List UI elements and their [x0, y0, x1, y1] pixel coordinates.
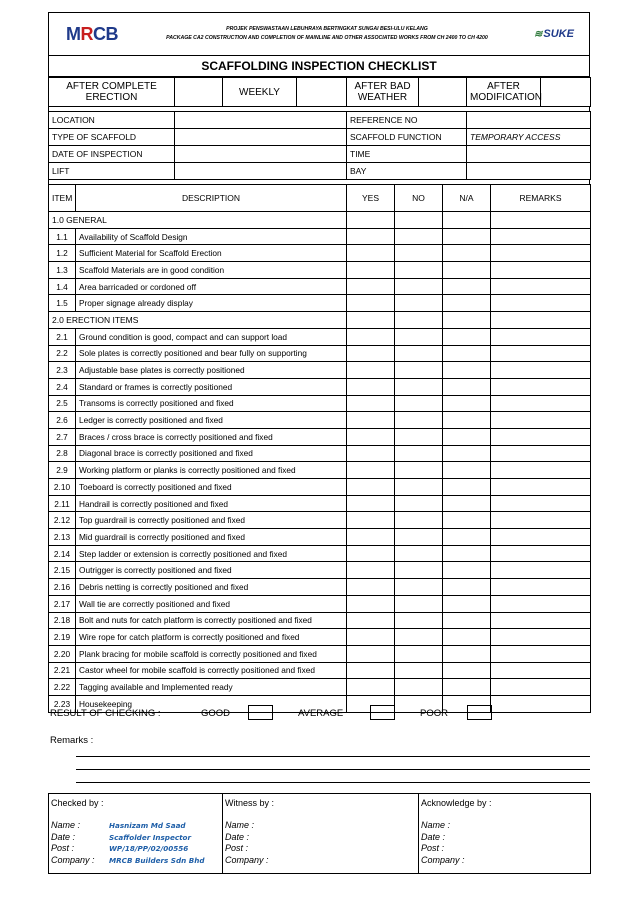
checklist-row: [49, 445, 591, 462]
na-checkbox[interactable]: [443, 295, 491, 312]
na-checkbox[interactable]: [443, 679, 491, 696]
weekly-checkbox[interactable]: [297, 78, 347, 107]
no-checkbox[interactable]: [395, 262, 443, 279]
item-number: 2.1: [49, 328, 76, 345]
type-of-scaffold-label: TYPE OF SCAFFOLD: [49, 129, 175, 146]
item-number: 2.23: [49, 695, 76, 712]
remarks-field[interactable]: [491, 512, 591, 529]
checker-company[interactable]: MRCB Builders Sdn Bhd: [109, 855, 205, 865]
after-complete-erection-label: AFTER COMPLETE ERECTION: [49, 78, 175, 107]
time-label: TIME: [347, 146, 467, 163]
checklist-row: [49, 612, 591, 629]
section-title: 1.0 GENERAL: [49, 212, 347, 229]
item-description: Area barricaded or cordoned off: [76, 278, 347, 295]
post-label: Post :: [225, 843, 249, 853]
item-number: 2.8: [49, 445, 76, 462]
item-description: Wire rope for catch platform is correctly positioned and fixed: [76, 629, 347, 646]
yes-checkbox[interactable]: [347, 262, 395, 279]
item-number: 2.15: [49, 562, 76, 579]
date-label: Date :: [421, 831, 446, 842]
na-checkbox[interactable]: [443, 462, 491, 479]
item-description: Sole plates is correctly positioned and bear fully on supporting: [76, 345, 347, 362]
checklist-row: [49, 679, 591, 696]
remarks-label: Remarks :: [50, 735, 94, 746]
checklist-row: [49, 362, 591, 379]
project-line-1: PROJEK PENSWASTAAN LEBUHRAYA BERTINGKAT SUNGAI BESI-ULU KELANG: [226, 26, 428, 32]
lift-field[interactable]: [175, 163, 347, 180]
checklist-row: [49, 579, 591, 596]
item-number: 1.2: [49, 245, 76, 262]
checklist-row: [49, 479, 591, 496]
witness-by-label: Witness by :: [225, 798, 275, 808]
item-description: Braces / cross brace is correctly positioned and fixed: [76, 428, 347, 445]
no-checkbox[interactable]: [395, 278, 443, 295]
checklist-header-row: [49, 185, 591, 212]
lift-label: LIFT: [49, 163, 175, 180]
no-checkbox[interactable]: [395, 495, 443, 512]
project-title: [135, 25, 519, 43]
remarks-field[interactable]: [491, 328, 591, 345]
yes-checkbox[interactable]: [347, 245, 395, 262]
column-header-yes: YES: [347, 185, 395, 212]
item-number: 2.3: [49, 362, 76, 379]
item-number: 2.7: [49, 428, 76, 445]
item-number: 2.20: [49, 645, 76, 662]
column-header-item: ITEM: [49, 185, 76, 212]
item-number: 2.19: [49, 629, 76, 646]
page-title: SCAFFOLDING INSPECTION CHECKLIST: [48, 56, 590, 77]
yes-checkbox[interactable]: [347, 662, 395, 679]
remarks-field[interactable]: [491, 629, 591, 646]
checked-by-label: Checked by :: [51, 798, 104, 808]
remarks-field[interactable]: [491, 562, 591, 579]
info-table: [48, 111, 591, 180]
checklist-row: [49, 529, 591, 546]
item-number: 2.18: [49, 612, 76, 629]
after-bad-weather-checkbox[interactable]: [419, 78, 467, 107]
date-of-inspection-label: DATE OF INSPECTION: [49, 146, 175, 163]
item-number: 2.11: [49, 495, 76, 512]
na-checkbox[interactable]: [443, 595, 491, 612]
company-label: Company :: [421, 854, 465, 865]
na-checkbox[interactable]: [443, 479, 491, 496]
item-number: 1.4: [49, 278, 76, 295]
column-header-no: NO: [395, 185, 443, 212]
date-of-inspection-field[interactable]: [175, 146, 347, 163]
remarks-field[interactable]: [491, 529, 591, 546]
name-label: Name :: [51, 820, 81, 830]
after-complete-checkbox[interactable]: [175, 78, 223, 107]
na-checkbox[interactable]: [443, 378, 491, 395]
suke-logo: ≋ SUKE: [534, 28, 574, 40]
checklist-row: [49, 428, 591, 445]
remarks-field[interactable]: [491, 412, 591, 429]
yes-checkbox[interactable]: [347, 595, 395, 612]
after-modification-label: AFTER MODIFICATION: [467, 78, 541, 107]
na-checkbox[interactable]: [443, 629, 491, 646]
item-number: 2.12: [49, 512, 76, 529]
post-label: Post :: [421, 843, 445, 853]
result-of-checking: [50, 703, 590, 723]
signoff-table: [48, 793, 591, 874]
item-description: Diagonal brace is correctly positioned and fixed: [76, 445, 347, 462]
no-checkbox[interactable]: [395, 479, 443, 496]
na-checkbox[interactable]: [443, 662, 491, 679]
swoosh-icon: ≋: [534, 28, 543, 40]
checker-name[interactable]: Hasnizam Md Saad: [109, 821, 186, 830]
na-checkbox[interactable]: [443, 228, 491, 245]
item-number: 2.22: [49, 679, 76, 696]
company-label: Company :: [51, 854, 95, 865]
na-checkbox[interactable]: [443, 645, 491, 662]
checklist-row: [49, 662, 591, 679]
yes-checkbox[interactable]: [347, 545, 395, 562]
yes-cell: [347, 312, 395, 329]
reference-no-field[interactable]: [467, 112, 591, 129]
result-label: RESULT OF CHECKING :: [50, 708, 161, 719]
yes-checkbox[interactable]: [347, 412, 395, 429]
post-label: Post :: [51, 843, 75, 853]
checklist-row: [49, 245, 591, 262]
checklist-row: [49, 462, 591, 479]
section-row: [49, 212, 591, 229]
yes-checkbox[interactable]: [347, 428, 395, 445]
na-checkbox[interactable]: [443, 278, 491, 295]
yes-checkbox[interactable]: [347, 295, 395, 312]
checklist-row: [49, 328, 591, 345]
remarks-field[interactable]: [491, 612, 591, 629]
after-modification-checkbox[interactable]: [541, 78, 591, 107]
remarks-field[interactable]: [491, 295, 591, 312]
na-checkbox[interactable]: [443, 362, 491, 379]
remarks-field[interactable]: [491, 445, 591, 462]
remarks-field[interactable]: [491, 545, 591, 562]
checklist-row: [49, 278, 591, 295]
na-cell: [443, 212, 491, 229]
remarks-field[interactable]: [491, 245, 591, 262]
no-checkbox[interactable]: [395, 529, 443, 546]
remarks-field[interactable]: [491, 262, 591, 279]
remarks-line[interactable]: [76, 782, 590, 783]
item-description: Handrail is correctly positioned and fixed: [76, 495, 347, 512]
item-description: Scaffold Materials are in good condition: [76, 262, 347, 279]
remarks-field[interactable]: [491, 345, 591, 362]
no-checkbox[interactable]: [395, 579, 443, 596]
checklist-row: [49, 412, 591, 429]
remarks-cell: [491, 212, 591, 229]
no-cell: [395, 312, 443, 329]
after-bad-weather-label: AFTER BAD WEATHER: [347, 78, 419, 107]
bay-label: BAY: [347, 163, 467, 180]
section-row: [49, 312, 591, 329]
item-number: 2.16: [49, 579, 76, 596]
item-number: 2.17: [49, 595, 76, 612]
frequency-table: [48, 77, 591, 107]
item-description: Outrigger is correctly positioned and fixed: [76, 562, 347, 579]
remarks-field[interactable]: [491, 462, 591, 479]
item-description: Working platform or planks is correctly positioned and fixed: [76, 462, 347, 479]
item-description: Adjustable base plates is correctly positioned: [76, 362, 347, 379]
item-number: 2.21: [49, 662, 76, 679]
no-checkbox[interactable]: [395, 545, 443, 562]
checklist-row: [49, 595, 591, 612]
scaffold-function-label: SCAFFOLD FUNCTION: [347, 129, 467, 146]
average-label: AVERAGE: [298, 708, 344, 719]
item-description: Ground condition is good, compact and can support load: [76, 328, 347, 345]
yes-checkbox[interactable]: [347, 645, 395, 662]
no-checkbox[interactable]: [395, 395, 443, 412]
checker-post[interactable]: WP/18/PP/02/00556: [109, 844, 189, 853]
date-label: Date :: [225, 831, 250, 842]
remarks-field[interactable]: [491, 662, 591, 679]
item-number: 2.10: [49, 479, 76, 496]
name-label: Name :: [225, 820, 255, 830]
remarks-field[interactable]: [491, 362, 591, 379]
checklist-row: [49, 228, 591, 245]
mrcb-logo: M R CB: [66, 23, 118, 44]
yes-checkbox[interactable]: [347, 462, 395, 479]
checklist-row: [49, 562, 591, 579]
yes-checkbox[interactable]: [347, 362, 395, 379]
remarks-field[interactable]: [491, 679, 591, 696]
acknowledge-by-block: [419, 794, 591, 874]
reference-no-label: REFERENCE NO: [347, 112, 467, 129]
section-title: 2.0 ERECTION ITEMS: [49, 312, 347, 329]
na-checkbox[interactable]: [443, 512, 491, 529]
checklist-row: [49, 345, 591, 362]
checklist-row: [49, 512, 591, 529]
item-number: 2.5: [49, 395, 76, 412]
item-description: Proper signage already display: [76, 295, 347, 312]
na-checkbox[interactable]: [443, 262, 491, 279]
na-cell: [443, 312, 491, 329]
witness-by-block: [223, 794, 419, 874]
poor-checkbox[interactable]: [467, 705, 492, 720]
checklist-table: [48, 184, 591, 713]
checklist-row: [49, 629, 591, 646]
remarks-field[interactable]: [491, 495, 591, 512]
yes-checkbox[interactable]: [347, 529, 395, 546]
remarks-field[interactable]: [491, 378, 591, 395]
no-checkbox[interactable]: [395, 679, 443, 696]
yes-checkbox[interactable]: [347, 278, 395, 295]
yes-checkbox[interactable]: [347, 228, 395, 245]
yes-checkbox[interactable]: [347, 479, 395, 496]
na-checkbox[interactable]: [443, 579, 491, 596]
no-checkbox[interactable]: [395, 629, 443, 646]
na-checkbox[interactable]: [443, 562, 491, 579]
na-checkbox[interactable]: [443, 345, 491, 362]
no-cell: [395, 212, 443, 229]
yes-checkbox[interactable]: [347, 679, 395, 696]
good-checkbox[interactable]: [248, 705, 273, 720]
checklist-row: [49, 495, 591, 512]
no-checkbox[interactable]: [395, 362, 443, 379]
yes-checkbox[interactable]: [347, 579, 395, 596]
remarks-field[interactable]: [491, 228, 591, 245]
no-checkbox[interactable]: [395, 595, 443, 612]
item-description: Tagging available and Implemented ready: [76, 679, 347, 696]
na-checkbox[interactable]: [443, 412, 491, 429]
location-field[interactable]: [175, 112, 347, 129]
date-label: Date :: [51, 831, 76, 842]
no-checkbox[interactable]: [395, 378, 443, 395]
yes-checkbox[interactable]: [347, 562, 395, 579]
item-number: 2.13: [49, 529, 76, 546]
no-checkbox[interactable]: [395, 228, 443, 245]
item-description: Plank bracing for mobile scaffold is correctly positioned and fixed: [76, 645, 347, 662]
no-checkbox[interactable]: [395, 328, 443, 345]
item-number: 2.6: [49, 412, 76, 429]
yes-checkbox[interactable]: [347, 345, 395, 362]
na-checkbox[interactable]: [443, 529, 491, 546]
type-of-scaffold-field[interactable]: [175, 129, 347, 146]
item-description: Step ladder or extension is correctly positioned and fixed: [76, 545, 347, 562]
company-label: Company :: [225, 854, 269, 865]
name-label: Name :: [421, 820, 451, 830]
na-checkbox[interactable]: [443, 428, 491, 445]
item-description: Sufficient Material for Scaffold Erection: [76, 245, 347, 262]
weekly-label: WEEKLY: [223, 78, 297, 107]
item-description: Wall tie are correctly positioned and fixed: [76, 595, 347, 612]
na-checkbox[interactable]: [443, 545, 491, 562]
no-checkbox[interactable]: [395, 445, 443, 462]
column-header-description: DESCRIPTION: [76, 185, 347, 212]
checklist-row: [49, 545, 591, 562]
no-checkbox[interactable]: [395, 245, 443, 262]
item-description: Transoms is correctly positioned and fixed: [76, 395, 347, 412]
no-checkbox[interactable]: [395, 612, 443, 629]
location-label: LOCATION: [49, 112, 175, 129]
item-number: 1.1: [49, 228, 76, 245]
item-number: 1.3: [49, 262, 76, 279]
item-description: Housekeeping: [76, 695, 347, 712]
item-number: 2.14: [49, 545, 76, 562]
na-checkbox[interactable]: [443, 445, 491, 462]
no-checkbox[interactable]: [395, 295, 443, 312]
item-description: Ledger is correctly positioned and fixed: [76, 412, 347, 429]
no-checkbox[interactable]: [395, 512, 443, 529]
remarks-line[interactable]: [76, 769, 590, 770]
yes-checkbox[interactable]: [347, 629, 395, 646]
no-checkbox[interactable]: [395, 562, 443, 579]
yes-checkbox[interactable]: [347, 378, 395, 395]
remarks-field[interactable]: [491, 428, 591, 445]
checker-date[interactable]: Scaffolder Inspector: [109, 832, 192, 842]
item-description: Castor wheel for mobile scaffold is correctly positioned and fixed: [76, 662, 347, 679]
project-line-2: PACKAGE CA2 CONSTRUCTION AND COMPLETION OF MAINLINE AND OTHER ASSOCIATED WORKS FROM CH 2400 TO CH 4200: [166, 35, 488, 41]
average-checkbox[interactable]: [370, 705, 395, 720]
remarks-field[interactable]: [491, 595, 591, 612]
checklist-row: [49, 645, 591, 662]
remarks-field[interactable]: [491, 395, 591, 412]
no-checkbox[interactable]: [395, 412, 443, 429]
acknowledge-by-label: Acknowledge by :: [421, 798, 492, 808]
time-field[interactable]: [467, 146, 591, 163]
na-checkbox[interactable]: [443, 245, 491, 262]
checklist-row: [49, 295, 591, 312]
item-number: 2.2: [49, 345, 76, 362]
item-number: 1.5: [49, 295, 76, 312]
item-description: Top guardrail is correctly positioned and fixed: [76, 512, 347, 529]
remarks-field[interactable]: [491, 479, 591, 496]
item-number: 2.9: [49, 462, 76, 479]
no-checkbox[interactable]: [395, 428, 443, 445]
yes-cell: [347, 212, 395, 229]
column-header-na: N/A: [443, 185, 491, 212]
no-checkbox[interactable]: [395, 645, 443, 662]
remarks-field[interactable]: [491, 579, 591, 596]
scaffold-function-field[interactable]: TEMPORARY ACCESS: [467, 129, 591, 146]
no-checkbox[interactable]: [395, 662, 443, 679]
na-checkbox[interactable]: [443, 328, 491, 345]
good-label: GOOD: [201, 708, 231, 719]
no-checkbox[interactable]: [395, 345, 443, 362]
yes-checkbox[interactable]: [347, 395, 395, 412]
column-header-remarks: REMARKS: [491, 185, 591, 212]
yes-checkbox[interactable]: [347, 612, 395, 629]
item-description: Mid guardrail is correctly positioned and fixed: [76, 529, 347, 546]
item-description: Standard or frames is correctly positioned: [76, 378, 347, 395]
na-checkbox[interactable]: [443, 612, 491, 629]
item-number: 2.4: [49, 378, 76, 395]
remarks-cell: [491, 312, 591, 329]
yes-checkbox[interactable]: [347, 445, 395, 462]
remarks-line[interactable]: [76, 756, 590, 757]
document-header: [48, 12, 590, 56]
item-description: Availability of Scaffold Design: [76, 228, 347, 245]
remarks-field[interactable]: [491, 278, 591, 295]
na-checkbox[interactable]: [443, 395, 491, 412]
remarks-field[interactable]: [491, 645, 591, 662]
yes-checkbox[interactable]: [347, 512, 395, 529]
checked-by-block: [49, 794, 223, 874]
bay-field[interactable]: [467, 163, 591, 180]
checklist-sheet: [48, 12, 590, 713]
yes-checkbox[interactable]: [347, 328, 395, 345]
na-checkbox[interactable]: [443, 495, 491, 512]
checklist-row: [49, 395, 591, 412]
item-description: Toeboard is correctly positioned and fixed: [76, 479, 347, 496]
no-checkbox[interactable]: [395, 462, 443, 479]
checklist-row: [49, 378, 591, 395]
checklist-row: [49, 262, 591, 279]
poor-label: POOR: [420, 708, 448, 719]
yes-checkbox[interactable]: [347, 495, 395, 512]
item-description: Debris netting is correctly positioned and fixed: [76, 579, 347, 596]
item-description: Bolt and nuts for catch platform is correctly positioned and fixed: [76, 612, 347, 629]
